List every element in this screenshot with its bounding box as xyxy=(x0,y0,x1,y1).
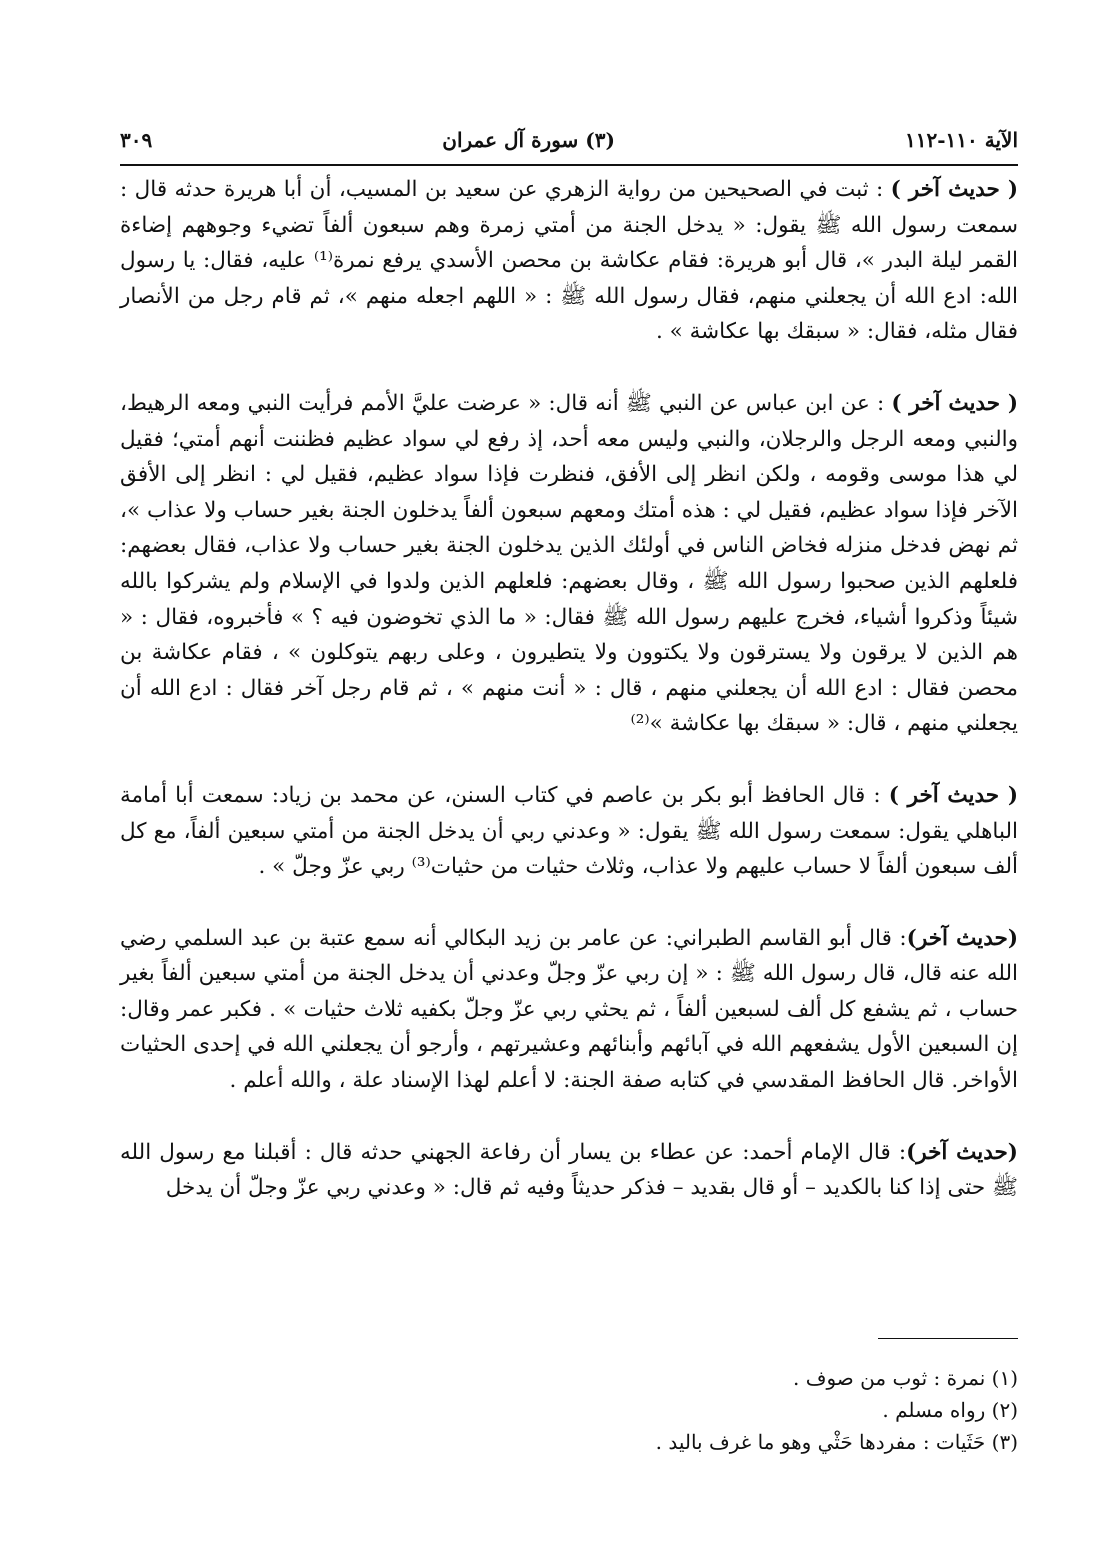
hadith-paragraph xyxy=(120,172,1018,350)
hadith-paragraph xyxy=(120,1135,1018,1206)
hadith-paragraph xyxy=(120,778,1018,885)
paragraph-text: : عن ابن عباس عن النبي ﷺ أنه قال: « عرضت عليَّ الأمم فرأيت النبي ومعه الرهيط، والنبي ومعه الرجل والرجلان، والنبي وليس معه أحد، إذ رفع لي سواد عظيم فظننت أنهم أمتي؛ فقيل لي هذا موسى وقومه ، ولكن انظر إلى الأفق، فنظرت فإذا سواد عظيم، فقيل لي : انظر إلى الأفق الآخر فإذا سواد عظيم، فقيل لي : هذه أمتك ومعهم سبعون ألفاً يدخلون الجنة بغير حساب ولا عذاب »، ثم نهض فدخل منزله فخاض الناس في أولئك الذين يدخلون الجنة بغير حساب ولا عذاب، فقال بعضهم: فلعلهم الذين صحبوا رسول الله ﷺ ، وقال بعضهم: فلعلهم الذين ولدوا في الإسلام ولم يشركوا بالله شيئاً وذكروا أشياء، فخرج عليهم رسول الله ﷺ فقال: « ما الذي تخوضون فيه ؟ » فأخبروه، فقال : « هم الذين لا يرقون ولا يسترقون ولا يكتوون ولا يتطيرون ، وعلى ربهم يتوكلون » ، فقام عكاشة بن محصن فقال : ادع الله أن يجعلني منهم ، قال : « أنت منهم » ، ثم قام رجل آخر فقال : ادع الله أن يجعلني منهم ، قال: « سبقك بها عكاشة »⁽²⁾ xyxy=(120,390,1018,737)
footnote-2: (٢) رواه مسلم . xyxy=(882,1398,1018,1422)
section-heading: ( حديث آخر ) xyxy=(888,782,1018,808)
surah-title: (٣) سورة آل عمران xyxy=(442,128,615,152)
hadith-paragraph xyxy=(120,386,1018,742)
paragraph-text: : قال الإمام أحمد: عن عطاء بن يسار أن رفاعة الجهني حدثه قال : أقبلنا مع رسول الله ﷺ حتى إذا كنا بالكديد – أو قال بقديد – فذكر حديثاً وفيه ثم قال: « وعدني ربي عزّ وجلّ أن يدخل xyxy=(120,1139,1018,1201)
verse-range: الآية ١١٠-١١٢ xyxy=(905,128,1018,152)
section-heading: (حديث آخر) xyxy=(906,1139,1018,1165)
hadith-paragraph xyxy=(120,921,1018,1099)
footnote-1: (١) نمرة : ثوب من صوف . xyxy=(793,1366,1018,1390)
paragraph-text: : قال الحافظ أبو بكر بن عاصم في كتاب السنن، عن محمد بن زياد: سمعت أبا أمامة الباهلي يقول: سمعت رسول الله ﷺ يقول: « وعدني ربي أن يدخل الجنة من أمتي سبعين ألفاً، مع كل ألف سبعون ألفاً لا حساب عليهم ولا عذاب، وثلاث حثيات من حثيات⁽³⁾ ربي عزّ وجلّ » . xyxy=(120,782,1018,880)
page-body xyxy=(120,172,1018,1242)
paragraph-text: : ثبت في الصحيحين من رواية الزهري عن سعيد بن المسيب، أن أبا هريرة حدثه قال : سمعت رسول الله ﷺ يقول: « يدخل الجنة من أمتي زمرة وهم سبعون ألفاً تضيء وجوههم إضاءة القمر ليلة البدر »، قال أبو هريرة: فقام عكاشة بن محصن الأسدي يرفع نمرة⁽¹⁾ عليه، فقال: يا رسول الله: ادع الله أن يجعلني منهم، فقال رسول الله ﷺ : « اللهم اجعله منهم »، ثم قام رجل من الأنصار فقال مثله، فقال: « سبقك بها عكاشة » . xyxy=(120,177,1019,345)
paragraph-text: : قال أبو القاسم الطبراني: عن عامر بن زيد البكالي أنه سمع عتبة بن عبد السلمي رضي الله عنه قال، قال رسول الله ﷺ : « إن ربي عزّ وجلّ وعدني أن يدخل الجنة من أمتي سبعين ألفاً بغير حساب ، ثم يشفع كل ألف لسبعين ألفاً ، ثم يحثي ربي عزّ وجلّ بكفيه ثلاث حثيات » . فكبر عمر وقال: إن السبعين الأول يشفعهم الله في آبائهم وأبنائهم وعشيرتهم ، وأرجو أن يجعلني الله في إحدى الحثيات الأواخر. قال الحافظ المقدسي في كتابه صفة الجنة: لا أعلم لهذا الإسناد علة ، والله أعلم . xyxy=(120,925,1018,1094)
page-number: ٣٠٩ xyxy=(120,128,153,152)
footnote-rule xyxy=(878,1338,1018,1339)
footnotes xyxy=(120,1362,1018,1458)
header-rule xyxy=(120,164,1018,166)
section-heading: ( حديث آخر ) xyxy=(891,390,1018,416)
page-header xyxy=(120,120,1018,160)
section-heading: ( حديث آخر ) xyxy=(890,177,1018,202)
section-heading: (حديث آخر) xyxy=(906,925,1018,951)
footnote-3: (٣) حَثَيات : مفردها حَثْي وهو ما غرف باليد . xyxy=(655,1430,1018,1454)
